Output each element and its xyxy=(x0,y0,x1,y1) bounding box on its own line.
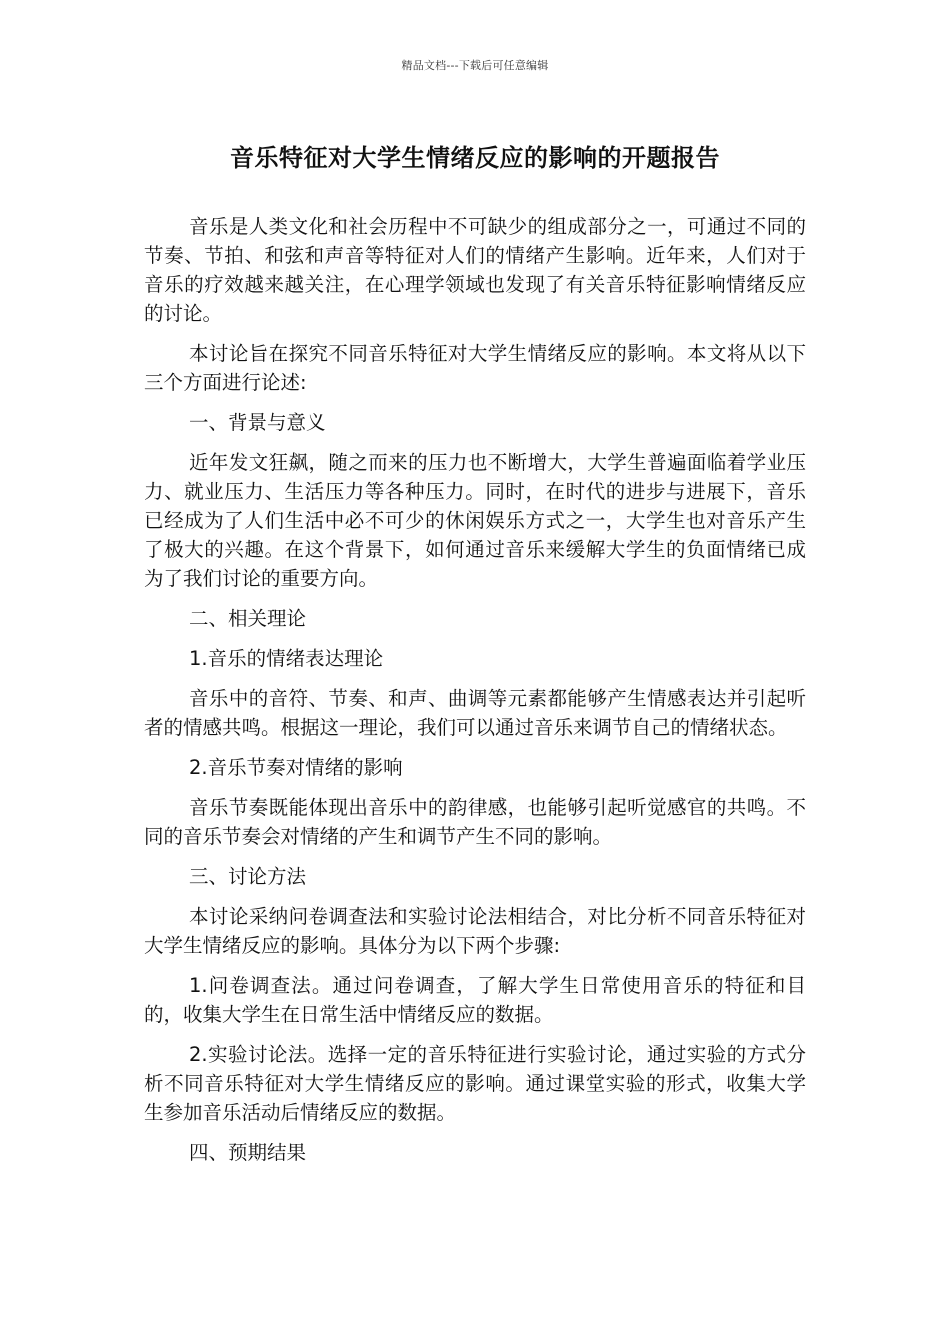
experiment-method-paragraph: 2.实验讨论法。选择一定的音乐特征进行实验讨论，通过实验的方式分析不同音乐特征对大学生情绪反应的影响。通过课堂实验的形式，收集大学生参加音乐活动后情绪反应的数据。 xyxy=(144,1043,806,1124)
section-heading-expected-results: 四、预期结果 xyxy=(189,1141,307,1164)
section-heading-theory: 二、相关理论 xyxy=(189,607,307,630)
survey-method-paragraph: 1.问卷调查法。通过问卷调查，了解大学生日常使用音乐的特征和目的，收集大学生在日常生活中情绪反应的数据。 xyxy=(144,974,806,1026)
subheading-rhythm-effect: 2.音乐节奏对情绪的影响 xyxy=(189,756,403,779)
document-title: 音乐特征对大学生情绪反应的影响的开题报告 xyxy=(230,144,720,172)
section-heading-background: 一、背景与意义 xyxy=(189,411,326,434)
emotion-expression-paragraph: 音乐中的音符、节奏、和声、曲调等元素都能够产生情感表达并引起听者的情感共鸣。根据这一理论，我们可以通过音乐来调节自己的情绪状态。 xyxy=(144,687,806,739)
purpose-paragraph: 本讨论旨在探究不同音乐特征对大学生情绪反应的影响。本文将从以下三个方面进行论述: xyxy=(144,342,806,394)
rhythm-effect-paragraph: 音乐节奏既能体现出音乐中的韵律感，也能够引起听觉感官的共鸣。不同的音乐节奏会对情绪的产生和调节产生不同的影响。 xyxy=(144,796,806,848)
background-paragraph: 近年发文狂飙，随之而来的压力也不断增大，大学生普遍面临着学业压力、就业压力、生活压力等各种压力。同时，在时代的进步与进展下，音乐已经成为了人们生活中必不可少的休闲娱乐方式之一，大学生也对音乐产生了极大的兴趣。在这个背景下，如何通过音乐来缓解大学生的负面情绪已成为了我们讨论的重要方向。 xyxy=(144,451,806,590)
intro-paragraph: 音乐是人类文化和社会历程中不可缺少的组成部分之一，可通过不同的节奏、节拍、和弦和声音等特征对人们的情绪产生影响。近年来，人们对于音乐的疗效越来越关注，在心理学领域也发现了有关音乐特征影响情绪反应的讨论。 xyxy=(144,215,806,325)
header-note: 精品文档---下载后可任意编辑 xyxy=(401,59,549,72)
method-paragraph: 本讨论采纳问卷调查法和实验讨论法相结合，对比分析不同音乐特征对大学生情绪反应的影响。具体分为以下两个步骤: xyxy=(144,905,806,957)
section-heading-method: 三、讨论方法 xyxy=(189,865,307,888)
document-body xyxy=(144,212,806,1178)
subheading-emotion-expression-theory: 1.音乐的情绪表达理论 xyxy=(189,647,384,670)
